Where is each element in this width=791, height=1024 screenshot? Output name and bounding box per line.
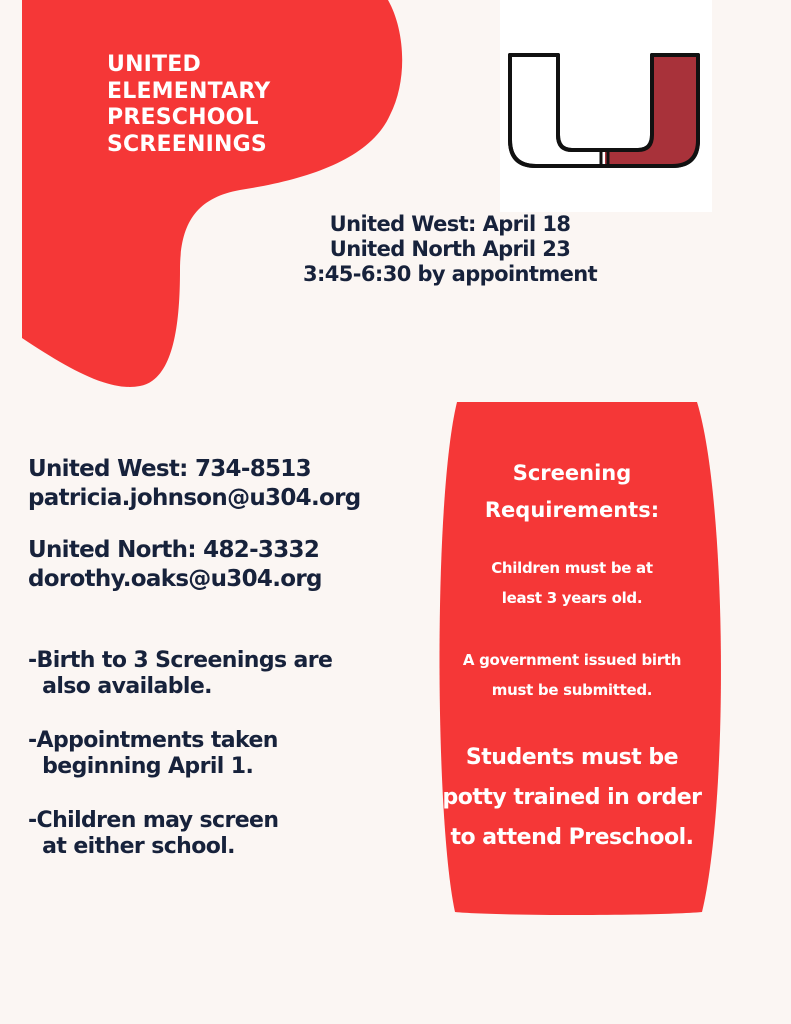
note-item: -Children may screen at either school. [28, 808, 279, 859]
potty-line: to attend Preschool. [450, 825, 694, 850]
birth-line: must be submitted. [491, 681, 653, 699]
age-line: Children must be at [491, 559, 653, 577]
note-item: -Appointments taken beginning April 1. [28, 728, 278, 779]
notes-list [28, 648, 332, 888]
birth-requirement [435, 645, 709, 705]
schedule-line: United North April 23 [329, 237, 571, 261]
title-line: SCREENINGS [107, 131, 267, 157]
potty-line: potty trained in order [442, 785, 702, 810]
requirements-title-line: Requirements: [484, 498, 660, 522]
requirements-title-line: Screening [512, 461, 632, 485]
age-line: least 3 years old. [501, 589, 643, 607]
contact-phone: United West: 734-8513 [28, 456, 311, 482]
contacts-block [28, 455, 361, 617]
potty-requirement [432, 738, 712, 858]
schedule-line: United West: April 18 [329, 212, 571, 236]
contact-email: dorothy.oaks@u304.org [28, 566, 322, 592]
birth-line: A government issued birth [462, 651, 682, 669]
age-requirement [435, 553, 709, 613]
contact-united-north [28, 536, 361, 594]
title-line: PRESCHOOL [107, 105, 259, 130]
schedule-line: 3:45-6:30 by appointment [302, 262, 598, 286]
note-item: -Birth to 3 Screenings are also available. [28, 648, 333, 699]
school-logo [500, 0, 712, 212]
contact-phone: United North: 482-3332 [28, 537, 320, 563]
requirements-title [441, 455, 703, 529]
title-line: ELEMENTARY [107, 78, 271, 104]
contact-email: patricia.johnson@u304.org [28, 485, 361, 511]
potty-line: Students must be [465, 745, 679, 770]
contact-united-west [28, 455, 361, 513]
schedule-block [250, 212, 650, 287]
u-letter-logo-icon [500, 0, 712, 212]
page-title [107, 52, 270, 158]
title-line: UNITED [107, 52, 201, 77]
